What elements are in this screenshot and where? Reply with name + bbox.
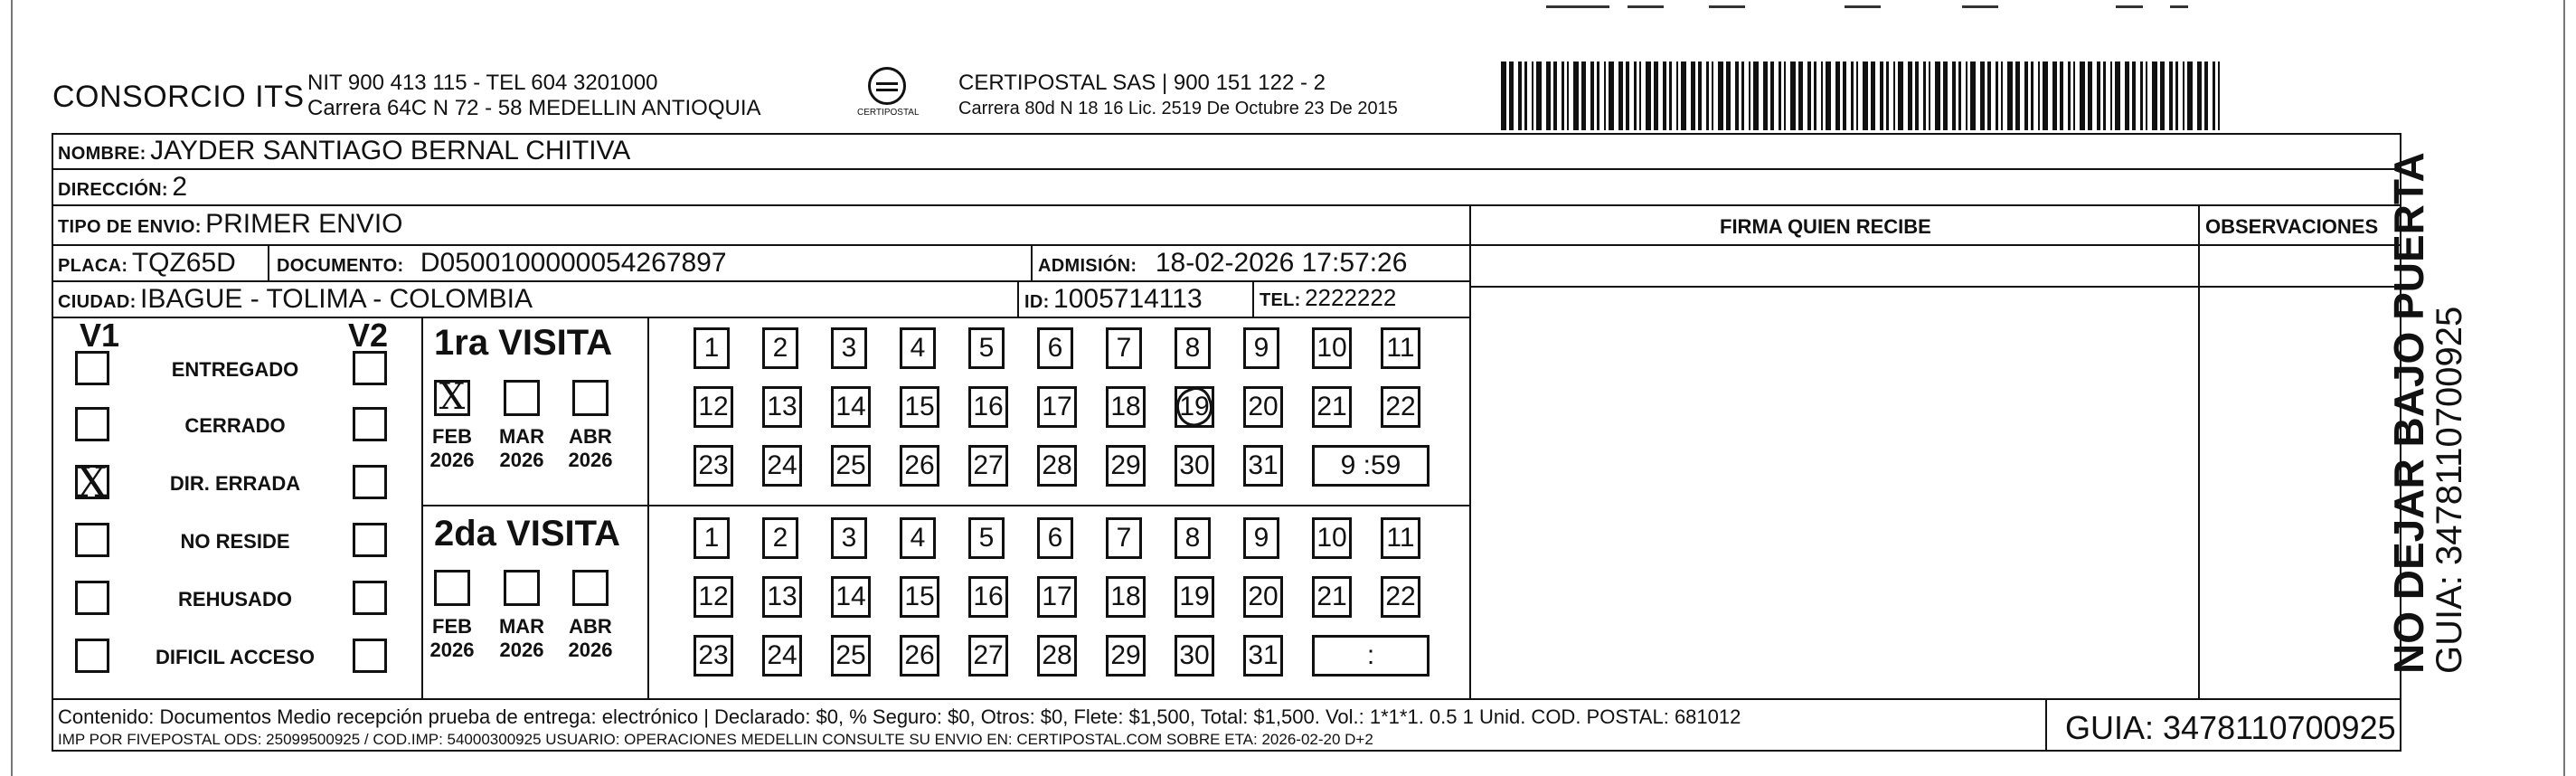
visit1-day-box[interactable]: 10 bbox=[1312, 327, 1352, 369]
visit1-month-mark: X bbox=[439, 376, 466, 418]
visit2-month-label bbox=[490, 615, 553, 662]
barcode-bar bbox=[1893, 62, 1895, 130]
section-divider bbox=[421, 505, 1469, 506]
barcode-bar bbox=[1749, 62, 1750, 130]
barcode-bar bbox=[2073, 62, 2075, 130]
visit1-day-box[interactable]: 2 bbox=[762, 327, 798, 369]
visit2-day-box[interactable]: 18 bbox=[1106, 576, 1146, 618]
tipo-envio-row bbox=[58, 209, 403, 240]
id-label: ID: bbox=[1024, 292, 1050, 312]
status-option-label: DIFICIL ACCESO bbox=[155, 646, 315, 668]
barcode-bar bbox=[1814, 62, 1816, 130]
barcode-bar bbox=[1698, 62, 1702, 130]
barcode-bar bbox=[1908, 62, 1912, 130]
barcode-bar bbox=[2031, 62, 2033, 130]
visit2-day-box[interactable]: 15 bbox=[900, 576, 939, 618]
row-divider bbox=[52, 280, 1469, 282]
barcode-bar bbox=[1663, 62, 1666, 130]
visit2-day-box[interactable]: 10 bbox=[1312, 517, 1352, 559]
barcode-bar bbox=[1923, 62, 1926, 130]
direccion-label: DIRECCIÓN: bbox=[58, 180, 168, 200]
barcode-bar bbox=[1646, 62, 1651, 130]
visit2-month-checkbox[interactable] bbox=[504, 570, 540, 606]
observaciones-header: OBSERVACIONES bbox=[2205, 215, 2379, 238]
barcode-bar bbox=[1996, 62, 1998, 130]
nombre-label: NOMBRE: bbox=[58, 144, 146, 164]
barcode-bar bbox=[1712, 62, 1713, 130]
visit2-day-box[interactable]: 5 bbox=[968, 517, 1005, 559]
visit1-month-checkbox[interactable] bbox=[572, 380, 609, 416]
barcode-bar bbox=[1553, 62, 1557, 130]
tel-field bbox=[1260, 284, 1396, 312]
visit1-day-box[interactable]: 21 bbox=[1312, 386, 1352, 428]
barcode-bar bbox=[1669, 62, 1672, 130]
admision-field bbox=[1038, 248, 1407, 279]
barcode-bar bbox=[1654, 62, 1658, 130]
visit2-day-box[interactable]: 27 bbox=[968, 635, 1008, 677]
visit2-day-box[interactable]: 22 bbox=[1381, 576, 1420, 618]
visit2-month-label bbox=[420, 615, 484, 662]
row-divider bbox=[52, 168, 2401, 170]
barcode-bar bbox=[2213, 62, 2215, 130]
barcode-bar bbox=[2060, 62, 2063, 130]
side-guia-text: GUIA: 3478110700925 bbox=[2430, 306, 2469, 674]
v2-checkbox[interactable] bbox=[353, 407, 387, 441]
visit1-day-box[interactable]: 6 bbox=[1037, 327, 1073, 369]
top-dash bbox=[1845, 5, 1881, 8]
visit1-day-box[interactable]: 8 bbox=[1175, 327, 1211, 369]
barcode-bar bbox=[1835, 62, 1840, 130]
placa-field bbox=[58, 248, 236, 279]
tel-label: TEL: bbox=[1260, 290, 1301, 310]
v2-checkbox[interactable] bbox=[353, 351, 387, 385]
barcode-bar bbox=[1524, 62, 1527, 130]
barcode-bar bbox=[1618, 62, 1623, 130]
documento-label: DOCUMENTO: bbox=[277, 256, 404, 276]
barcode-bar bbox=[1706, 62, 1709, 130]
placa-label: PLACA: bbox=[58, 256, 128, 276]
barcode-bar bbox=[2146, 62, 2147, 130]
top-dash bbox=[1628, 5, 1664, 8]
barcode-bar bbox=[2204, 62, 2208, 130]
barcode-bar bbox=[2007, 62, 2013, 130]
visit2-day-box[interactable]: 16 bbox=[968, 576, 1008, 618]
barcode-bar bbox=[1741, 62, 1744, 130]
form-frame bbox=[52, 133, 2401, 752]
visit1-day-box[interactable]: 13 bbox=[762, 386, 802, 428]
barcode-bar bbox=[1532, 62, 1533, 130]
barcode-bar bbox=[1546, 62, 1551, 130]
barcode-bar bbox=[1609, 62, 1614, 130]
visit1-day-box[interactable]: 12 bbox=[694, 386, 733, 428]
row-divider bbox=[52, 244, 1469, 246]
barcode-bar bbox=[1581, 62, 1586, 130]
documento-field bbox=[277, 248, 727, 279]
nombre-value: JAYDER SANTIAGO BERNAL CHITIVA bbox=[150, 136, 631, 166]
visit1-day-box[interactable]: 31 bbox=[1243, 445, 1283, 487]
visit1-day-box[interactable]: 5 bbox=[968, 327, 1005, 369]
barcode-bar bbox=[1626, 62, 1629, 130]
barcode-bar bbox=[1573, 62, 1579, 130]
visit1-day-box[interactable]: 29 bbox=[1106, 445, 1146, 487]
barcode-bar bbox=[1880, 62, 1883, 130]
row-divider bbox=[1469, 286, 2401, 288]
barcode-bar bbox=[1770, 62, 1774, 130]
tipo-envio-value: PRIMER ENVIO bbox=[205, 209, 403, 239]
barcode-bar bbox=[2197, 62, 2202, 130]
v1-checkbox[interactable] bbox=[75, 351, 109, 385]
logo-text: CERTIPOSTAL bbox=[857, 108, 920, 118]
barcode-icon bbox=[1501, 62, 2224, 130]
column-divider bbox=[2198, 206, 2200, 699]
visit2-day-box[interactable]: 17 bbox=[1037, 576, 1077, 618]
barcode-bar bbox=[2115, 62, 2120, 130]
visit2-month-name: MAR bbox=[498, 615, 545, 638]
issuer-info bbox=[307, 71, 761, 121]
barcode-bar bbox=[1952, 62, 1956, 130]
barcode-bar bbox=[2152, 62, 2157, 130]
no-dejar-bajo-puerta-text: NO DEJAR BAJO PUERTA bbox=[2385, 152, 2432, 674]
top-dash bbox=[1709, 5, 1745, 8]
barcode-bar bbox=[2024, 62, 2028, 130]
tipo-envio-label: TIPO DE ENVIO: bbox=[58, 217, 202, 237]
status-option-label: REHUSADO bbox=[178, 588, 292, 610]
barcode-bar bbox=[1886, 62, 1889, 130]
v1-checkbox[interactable] bbox=[75, 581, 109, 615]
barcode-bar bbox=[1915, 62, 1919, 130]
visit1-month-name: ABR bbox=[569, 425, 612, 448]
status-option-label: NO RESIDE bbox=[180, 530, 290, 553]
visit1-day-box[interactable]: 22 bbox=[1381, 386, 1420, 428]
visit2-day-box[interactable]: 7 bbox=[1106, 517, 1142, 559]
ciudad-label: CIUDAD: bbox=[58, 292, 137, 312]
visit2-day-box[interactable]: 29 bbox=[1106, 635, 1146, 677]
barcode-bar bbox=[1826, 62, 1831, 130]
v2-header: V2 bbox=[348, 317, 389, 354]
visit1-day-box[interactable]: 17 bbox=[1037, 386, 1077, 428]
barcode-bar bbox=[2097, 62, 2100, 130]
barcode-bar bbox=[1935, 62, 1940, 130]
v2-checkbox[interactable] bbox=[353, 639, 387, 673]
placa-value: TQZ65D bbox=[131, 248, 236, 278]
visit1-day-box[interactable]: 30 bbox=[1175, 445, 1214, 487]
top-dash bbox=[1962, 5, 1998, 8]
barcode-bar bbox=[1639, 62, 1641, 130]
barcode-bar bbox=[1691, 62, 1695, 130]
visit2-day-box[interactable]: 28 bbox=[1037, 635, 1077, 677]
barcode-bar bbox=[1851, 62, 1854, 130]
v2-checkbox[interactable] bbox=[353, 523, 387, 557]
visit1-month-name: MAR bbox=[498, 425, 545, 448]
barcode-bar bbox=[1726, 62, 1731, 130]
barcode-bar bbox=[1898, 62, 1903, 130]
visit2-day-box[interactable]: 20 bbox=[1243, 576, 1283, 618]
barcode-bar bbox=[2052, 62, 2057, 130]
status-option-label: CERRADO bbox=[184, 414, 286, 437]
v2-checkbox[interactable] bbox=[353, 581, 387, 615]
firma-header: FIRMA QUIEN RECIBE bbox=[1720, 215, 1931, 238]
barcode-bar bbox=[2218, 62, 2220, 130]
visit2-day-box[interactable]: 1 bbox=[694, 517, 730, 559]
visit2-day-box[interactable]: 26 bbox=[900, 635, 939, 677]
visit1-day-box[interactable]: 20 bbox=[1243, 386, 1283, 428]
top-dash bbox=[1546, 5, 1609, 8]
barcode-bar bbox=[1856, 62, 1858, 130]
barcode-bar bbox=[1871, 62, 1875, 130]
visit1-month-year: 2026 bbox=[568, 449, 613, 471]
barcode-bar bbox=[1966, 62, 1967, 130]
v1-checkbox[interactable] bbox=[75, 407, 109, 441]
footer-guia: GUIA: 3478110700925 bbox=[2065, 709, 2396, 746]
barcode-bar bbox=[1807, 62, 1811, 130]
barcode-bar bbox=[1784, 62, 1786, 130]
barcode-bar bbox=[2125, 62, 2129, 130]
visit1-day-box[interactable]: 16 bbox=[968, 386, 1008, 428]
footer-print-line: IMP POR FIVEPOSTAL ODS: 25099500925 / COD.IMP: 54000300925 USUARIO: OPERACIONES MEDELLIN CONSULTE SU ENVIO EN: CERTIPOSTAL.COM SOBRE ETA: 2026-02-20 D+2 bbox=[58, 731, 1373, 748]
status-option-label: ENTREGADO bbox=[171, 358, 299, 381]
footer-divider bbox=[52, 698, 2401, 700]
visit1-day-box[interactable]: 15 bbox=[900, 386, 939, 428]
barcode-bar bbox=[1763, 62, 1768, 130]
visit2-time-box[interactable]: : bbox=[1312, 635, 1430, 677]
visit2-day-box[interactable]: 13 bbox=[762, 576, 802, 618]
visit2-title: 2da VISITA bbox=[434, 514, 620, 554]
visit1-month-label bbox=[559, 425, 622, 472]
visit2-day-box[interactable]: 31 bbox=[1243, 635, 1283, 677]
barcode-bar bbox=[2110, 62, 2112, 130]
left-edge-line bbox=[11, 0, 13, 776]
visit2-day-box[interactable]: 30 bbox=[1175, 635, 1214, 677]
barcode-bar bbox=[2043, 62, 2048, 130]
v1-checkbox[interactable] bbox=[75, 639, 109, 673]
barcode-bar bbox=[1843, 62, 1846, 130]
visit1-title: 1ra VISITA bbox=[434, 323, 613, 363]
direccion-value: 2 bbox=[172, 172, 188, 202]
visit2-day-box[interactable]: 21 bbox=[1312, 576, 1352, 618]
barcode-bar bbox=[1509, 62, 1514, 130]
barcode-bar bbox=[1676, 62, 1678, 130]
visit1-day-box[interactable]: 19 bbox=[1175, 386, 1214, 428]
visit1-day-box[interactable]: 24 bbox=[762, 445, 802, 487]
column-divider bbox=[1017, 282, 1019, 317]
v1-mark: X bbox=[77, 458, 108, 506]
barcode-bar bbox=[2015, 62, 2020, 130]
barcode-bar bbox=[1980, 62, 1985, 130]
admision-value: 18-02-2026 17:57:26 bbox=[1155, 248, 1408, 278]
ciudad-value: IBAGUE - TOLIMA - COLOMBIA bbox=[140, 284, 533, 314]
top-dash bbox=[2170, 5, 2188, 8]
carrier-nit-line: CERTIPOSTAL SAS | 900 151 122 - 2 bbox=[958, 71, 1326, 95]
visit1-day-box[interactable]: 27 bbox=[968, 445, 1008, 487]
visit2-day-box[interactable]: 23 bbox=[694, 635, 733, 677]
right-edge-line bbox=[2563, 0, 2565, 776]
barcode-bar bbox=[2132, 62, 2136, 130]
barcode-bar bbox=[2175, 62, 2178, 130]
barcode-bar bbox=[1943, 62, 1948, 130]
v1-header: V1 bbox=[80, 317, 120, 354]
visit2-month-checkbox[interactable] bbox=[434, 570, 470, 606]
top-dash bbox=[2116, 5, 2143, 8]
barcode-bar bbox=[2140, 62, 2143, 130]
visit2-month-name: FEB bbox=[432, 615, 472, 638]
visit1-day-box[interactable]: 3 bbox=[831, 327, 867, 369]
barcode-bar bbox=[1863, 62, 1868, 130]
visit2-day-box[interactable]: 2 bbox=[762, 517, 798, 559]
visit1-day-box[interactable]: 1 bbox=[694, 327, 730, 369]
row-divider bbox=[1469, 244, 2401, 246]
barcode-bar bbox=[2187, 62, 2193, 130]
barcode-bar bbox=[1567, 62, 1569, 130]
visit2-day-box[interactable]: 25 bbox=[831, 635, 871, 677]
carrier-address-line: Carrera 80d N 18 16 Lic. 2519 De Octubre 23 De 2015 bbox=[958, 99, 1398, 118]
issuer-address-line: Carrera 64C N 72 - 58 MEDELLIN ANTIOQUIA bbox=[307, 96, 761, 120]
footer-divider bbox=[2045, 700, 2047, 752]
v1-checkbox[interactable] bbox=[75, 523, 109, 557]
visit2-day-box[interactable]: 11 bbox=[1381, 517, 1420, 559]
brand-name: CONSORCIO ITS bbox=[52, 80, 305, 114]
barcode-bar bbox=[1958, 62, 1961, 130]
column-divider bbox=[1031, 246, 1033, 280]
visit1-day-box[interactable]: 4 bbox=[900, 327, 936, 369]
visit1-month-label bbox=[490, 425, 553, 472]
ciudad-field bbox=[58, 284, 533, 315]
nombre-row bbox=[58, 136, 630, 166]
barcode-bar bbox=[2068, 62, 2071, 130]
id-value: 1005714113 bbox=[1053, 284, 1203, 314]
barcode-bar bbox=[2183, 62, 2184, 130]
visit2-month-year: 2026 bbox=[429, 639, 475, 661]
visit2-month-year: 2026 bbox=[499, 639, 544, 661]
barcode-bar bbox=[2088, 62, 2092, 130]
barcode-bar bbox=[2103, 62, 2106, 130]
barcode-bar bbox=[1562, 62, 1564, 130]
status-option-label: DIR. ERRADA bbox=[169, 472, 301, 495]
carrier-info bbox=[958, 71, 1398, 121]
visit1-day-box[interactable]: 28 bbox=[1037, 445, 1077, 487]
barcode-bar bbox=[1790, 62, 1796, 130]
row-divider bbox=[52, 317, 1469, 318]
column-divider bbox=[647, 318, 649, 699]
column-divider bbox=[1252, 282, 1254, 317]
visit2-day-box[interactable]: 12 bbox=[694, 576, 733, 618]
barcode-bar bbox=[1681, 62, 1686, 130]
barcode-bar bbox=[1590, 62, 1594, 130]
visit1-day-box[interactable]: 14 bbox=[831, 386, 871, 428]
direccion-row bbox=[58, 172, 187, 203]
id-field bbox=[1024, 284, 1203, 315]
visit1-day-box[interactable]: 7 bbox=[1106, 327, 1142, 369]
visit1-day-box[interactable]: 11 bbox=[1381, 327, 1420, 369]
visit1-day-box[interactable]: 26 bbox=[900, 445, 939, 487]
row-divider bbox=[52, 204, 2401, 206]
barcode-bar bbox=[2160, 62, 2165, 130]
barcode-bar bbox=[1753, 62, 1759, 130]
visit1-day-box[interactable]: 9 bbox=[1243, 327, 1279, 369]
visit2-day-box[interactable]: 4 bbox=[900, 517, 936, 559]
barcode-bar bbox=[1970, 62, 1976, 130]
barcode-bar bbox=[1597, 62, 1599, 130]
barcode-bar bbox=[2001, 62, 2003, 130]
barcode-bar bbox=[1634, 62, 1637, 130]
visit2-day-box[interactable]: 14 bbox=[831, 576, 871, 618]
visit1-month-year: 2026 bbox=[429, 449, 475, 471]
visit1-day-box[interactable]: 23 bbox=[694, 445, 733, 487]
visit1-month-year: 2026 bbox=[499, 449, 544, 471]
visit2-day-box[interactable]: 3 bbox=[831, 517, 867, 559]
issuer-nit-line: NIT 900 413 115 - TEL 604 3201000 bbox=[307, 71, 658, 95]
barcode-bar bbox=[2038, 62, 2040, 130]
visit1-day-box[interactable]: 25 bbox=[831, 445, 871, 487]
visit1-month-label bbox=[420, 425, 484, 472]
barcode-bar bbox=[1987, 62, 1991, 130]
visit2-day-box[interactable]: 24 bbox=[762, 635, 802, 677]
visit1-day-box[interactable]: 18 bbox=[1106, 386, 1146, 428]
visit2-month-checkbox[interactable] bbox=[572, 570, 609, 606]
barcode-bar bbox=[2169, 62, 2173, 130]
logo-emblem-icon bbox=[868, 67, 906, 105]
visit1-time-box[interactable]: 9 :59 bbox=[1312, 445, 1430, 487]
barcode-bar bbox=[1929, 62, 1930, 130]
visit2-month-name: ABR bbox=[569, 615, 612, 638]
v2-checkbox[interactable] bbox=[353, 465, 387, 499]
visit2-month-year: 2026 bbox=[568, 639, 613, 661]
side-notice bbox=[2387, 152, 2468, 674]
visit2-month-label bbox=[559, 615, 622, 662]
barcode-bar bbox=[1536, 62, 1542, 130]
visit2-day-box[interactable]: 19 bbox=[1175, 576, 1214, 618]
barcode-bar bbox=[1604, 62, 1606, 130]
admision-label: ADMISIÓN: bbox=[1038, 256, 1137, 276]
visit1-month-name: FEB bbox=[432, 425, 472, 448]
column-divider bbox=[1469, 206, 1471, 699]
barcode-bar bbox=[1718, 62, 1723, 130]
visit2-day-box[interactable]: 8 bbox=[1175, 517, 1211, 559]
barcode-bar bbox=[1735, 62, 1739, 130]
footer-contents-line: Contenido: Documentos Medio recepción prueba de entrega: electrónico | Declarado: $0, % Seguro: $0, Otros: $0, Flete: $1,500, Total: $1,500. Vol.: 1*1*1. 0.5 1 Unid. COD. POSTAL: 681012 bbox=[58, 705, 1741, 728]
documento-value: D0500100000054267897 bbox=[420, 248, 727, 278]
barcode-bar bbox=[1779, 62, 1781, 130]
tel-value: 2222222 bbox=[1305, 284, 1397, 311]
barcode-bar bbox=[1518, 62, 1522, 130]
barcode-bar bbox=[2080, 62, 2085, 130]
barcode-bar bbox=[1798, 62, 1803, 130]
visit2-day-box[interactable]: 9 bbox=[1243, 517, 1279, 559]
barcode-bar bbox=[1821, 62, 1823, 130]
certipostal-logo bbox=[857, 67, 920, 121]
barcode-bar bbox=[1501, 62, 1506, 130]
column-divider bbox=[268, 246, 269, 280]
visit1-month-checkbox[interactable] bbox=[504, 380, 540, 416]
visit2-day-box[interactable]: 6 bbox=[1037, 517, 1073, 559]
